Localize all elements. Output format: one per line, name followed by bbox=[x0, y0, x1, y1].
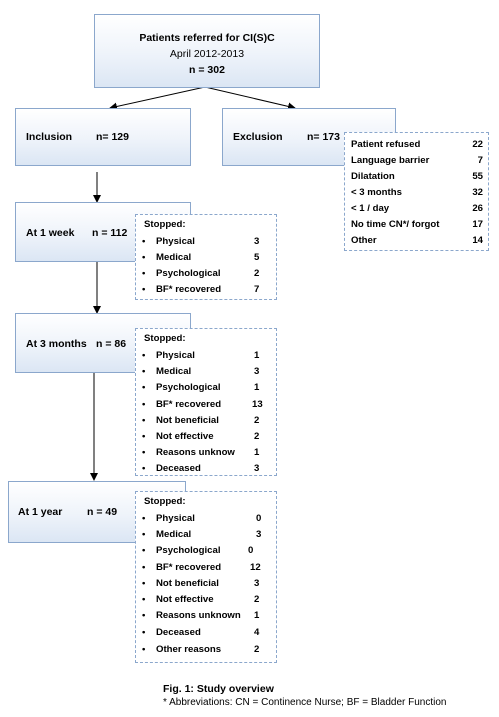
exclusion-reasons-box bbox=[344, 132, 489, 251]
week1-label: At 1 week bbox=[26, 227, 75, 239]
stopped-row: • Deceased 3 bbox=[142, 463, 260, 474]
stopped-heading: Stopped: bbox=[144, 333, 186, 344]
stopped-row: • Medical 5 bbox=[142, 252, 260, 263]
referred-count: n = 302 bbox=[189, 64, 225, 76]
stopped-row: • Psychological 2 bbox=[142, 268, 260, 279]
stopped-row: • Physical 3 bbox=[142, 236, 260, 247]
referred-title: Patients referred for CI(S)C bbox=[139, 32, 275, 44]
year1-label: At 1 year bbox=[18, 506, 63, 518]
exclusion-reason-row: < 3 months 32 bbox=[351, 187, 483, 198]
figure-caption-note: * Abbreviations: CN = Continence Nurse; BF = Bladder Function bbox=[163, 697, 447, 708]
exclusion-reason-row: No time CN*/ forgot 17 bbox=[351, 219, 483, 230]
stopped-row: • Not beneficial 2 bbox=[142, 415, 260, 426]
stopped-row: • Not effective 2 bbox=[142, 594, 260, 605]
inclusion-label: Inclusion bbox=[26, 131, 73, 143]
stopped-row: • BF* recovered 7 bbox=[142, 284, 260, 295]
week1-count: n = 112 bbox=[92, 227, 128, 239]
stopped-row: • Medical 3 bbox=[142, 529, 262, 540]
exclusion-reason-row: Language barrier 7 bbox=[351, 155, 483, 166]
stopped-row: • BF* recovered 12 bbox=[142, 562, 261, 573]
inclusion-count: n= 129 bbox=[96, 131, 129, 143]
exclusion-reason-row: Other 14 bbox=[351, 235, 483, 246]
year1-count: n = 49 bbox=[87, 506, 118, 518]
stopped-row: • Not effective 2 bbox=[142, 431, 260, 442]
stopped-row: • Physical 0 bbox=[142, 513, 262, 524]
month3-label: At 3 months bbox=[26, 338, 87, 350]
stopped-row: • Other reasons 2 bbox=[142, 644, 260, 655]
stopped-row: • Psychological 0 bbox=[142, 545, 254, 556]
stopped-row: • Deceased 4 bbox=[142, 627, 260, 638]
referred-box bbox=[94, 14, 320, 88]
stopped-row: • Physical 1 bbox=[142, 350, 260, 361]
stopped-row: • Psychological 1 bbox=[142, 382, 260, 393]
stopped-heading: Stopped: bbox=[144, 219, 186, 230]
stopped-row: • Medical 3 bbox=[142, 366, 260, 377]
stopped-row: • BF* recovered 13 bbox=[142, 399, 263, 410]
exclusion-reason-row: Patient refused 22 bbox=[351, 139, 483, 150]
inclusion-box bbox=[15, 108, 191, 166]
exclusion-reason-row: < 1 / day 26 bbox=[351, 203, 483, 214]
exclusion-count: n= 173 bbox=[307, 131, 340, 143]
week1-stopped-box bbox=[135, 214, 277, 300]
exclusion-reason-row: Dilatation 55 bbox=[351, 171, 483, 182]
month3-stopped-box bbox=[135, 328, 277, 476]
arrow-to-inclusion bbox=[110, 87, 205, 108]
referred-period: April 2012-2013 bbox=[169, 48, 245, 60]
arrow-to-exclusion bbox=[205, 87, 295, 108]
stopped-heading: Stopped: bbox=[144, 496, 186, 507]
month3-count: n = 86 bbox=[96, 338, 127, 350]
stopped-row: • Reasons unknow 1 bbox=[142, 447, 260, 458]
figure-caption-title: Fig. 1: Study overview bbox=[163, 683, 274, 695]
stopped-row: • Not beneficial 3 bbox=[142, 578, 260, 589]
stopped-row: • Reasons unknown 1 bbox=[142, 610, 260, 621]
year1-stopped-box bbox=[135, 491, 277, 663]
exclusion-label: Exclusion bbox=[233, 131, 283, 143]
